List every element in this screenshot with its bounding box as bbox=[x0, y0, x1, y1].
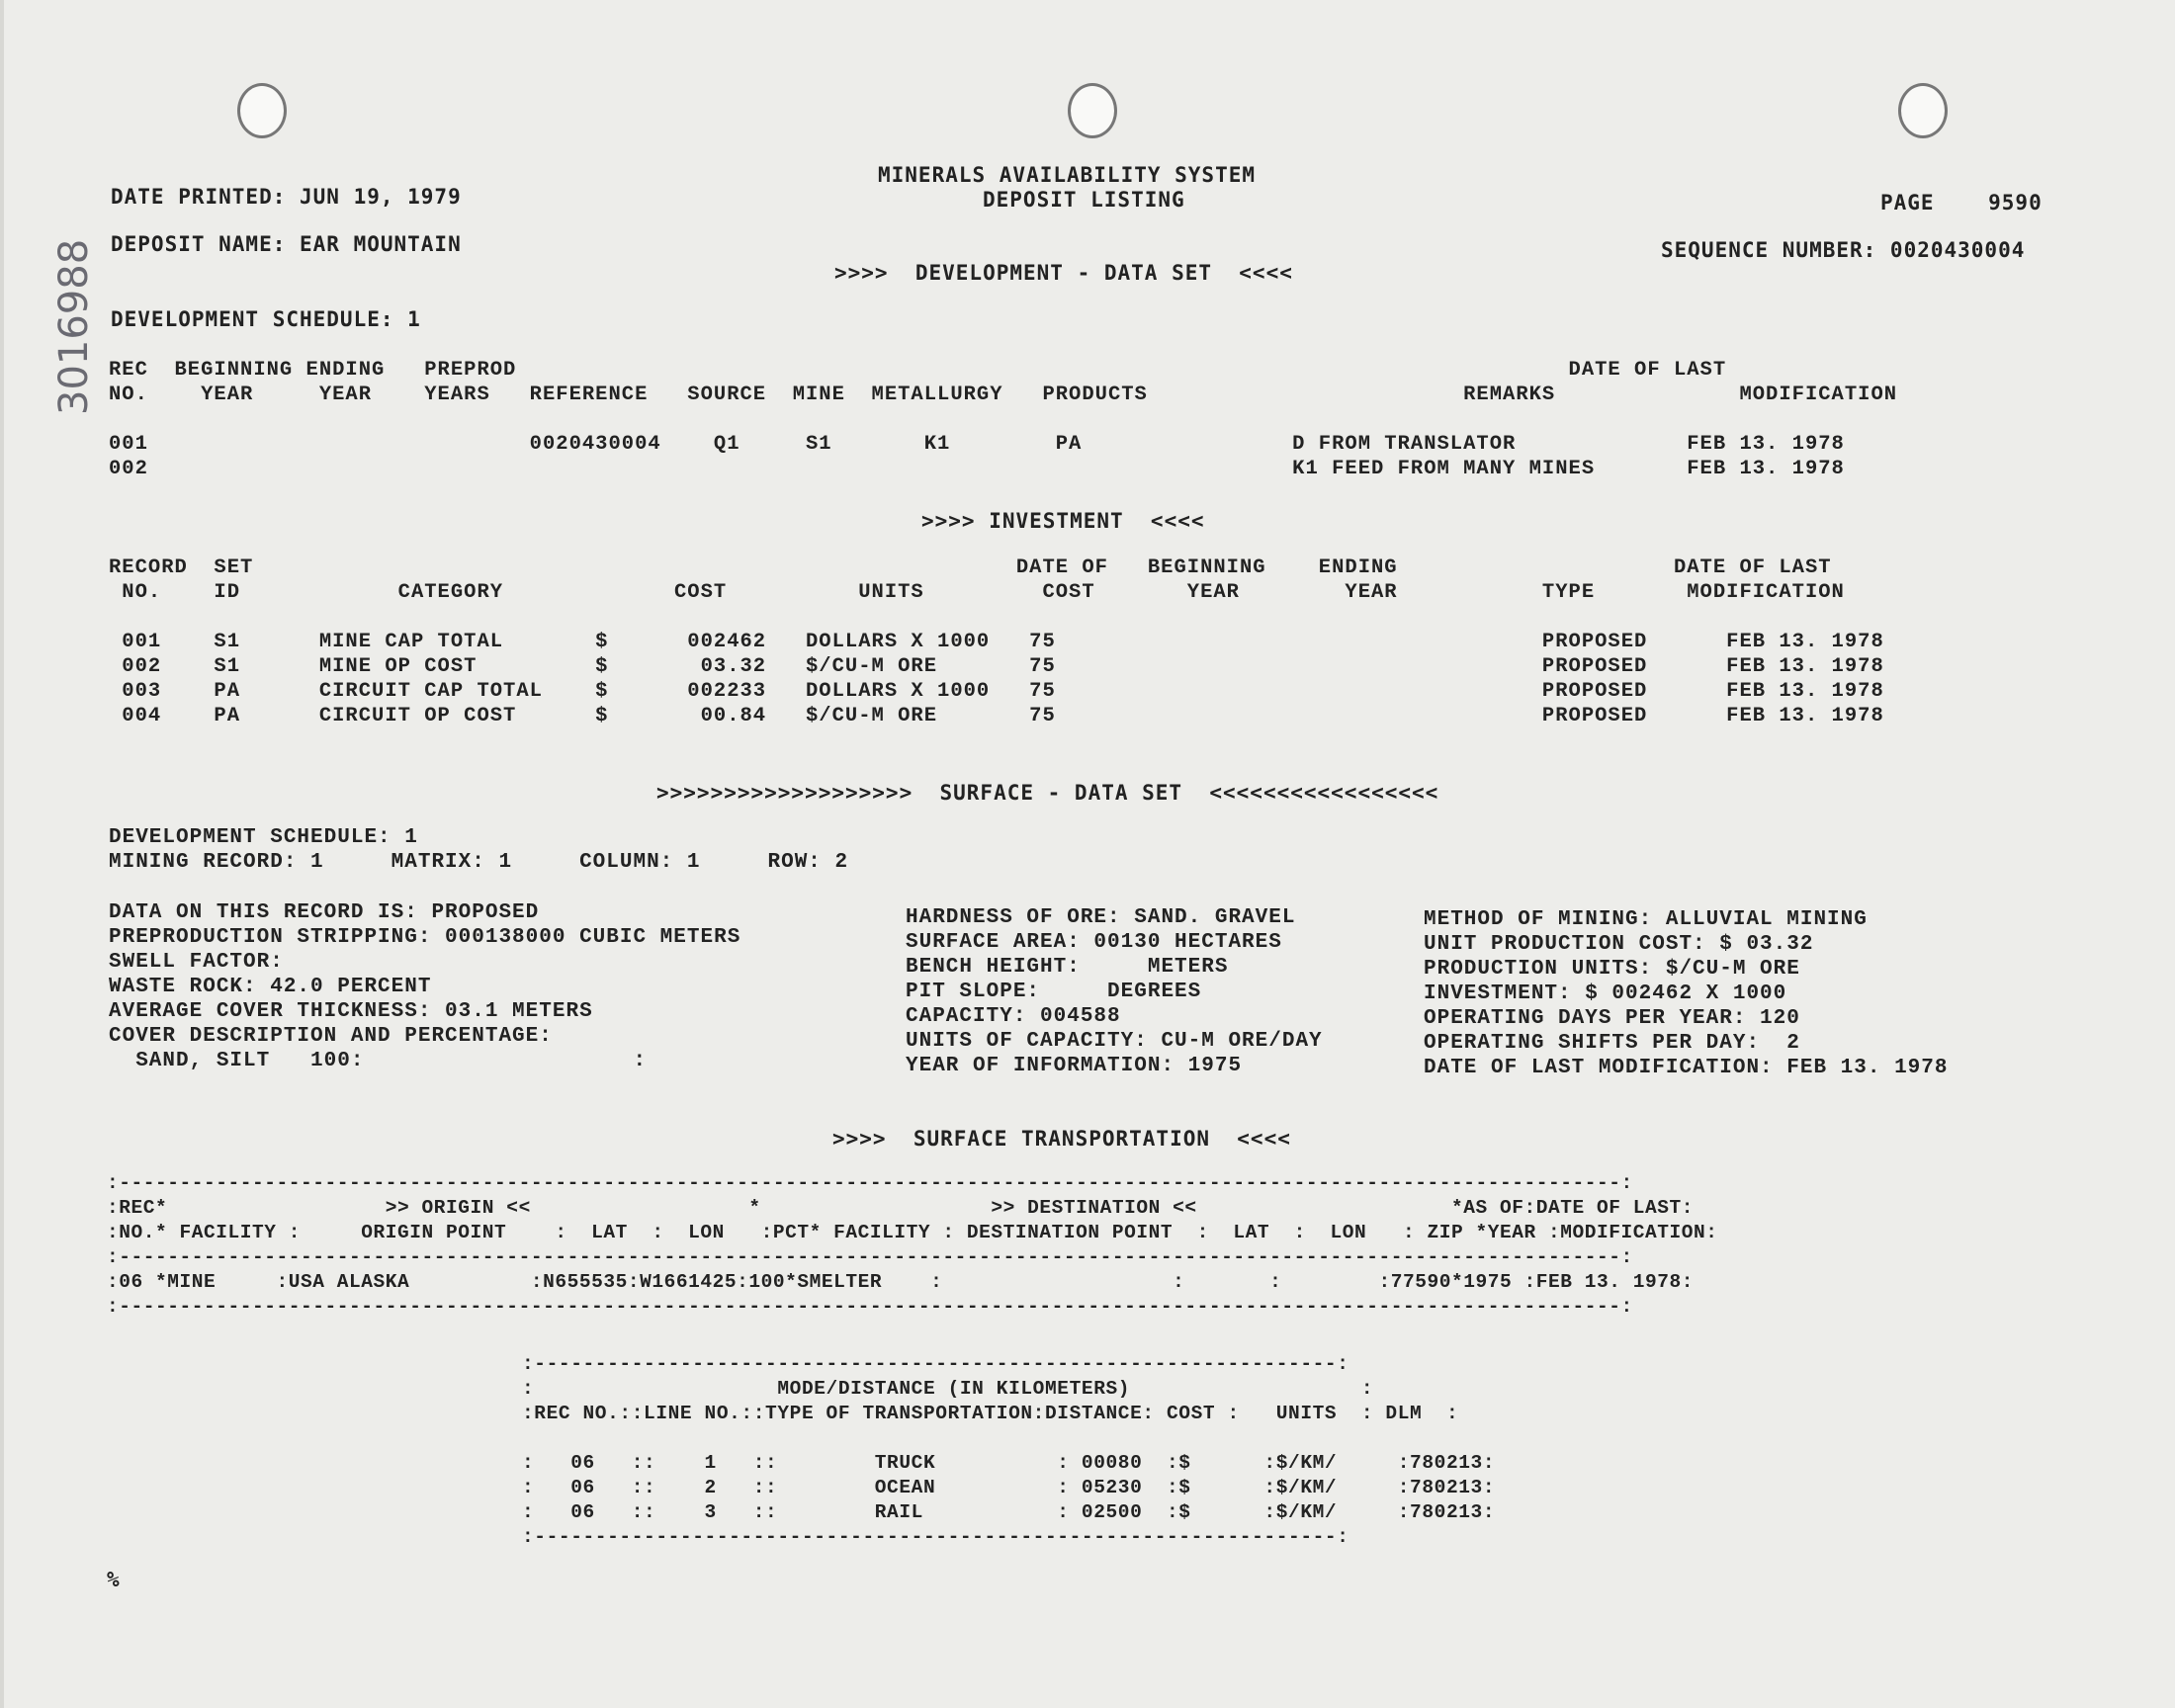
listing-title: DEPOSIT LISTING bbox=[983, 188, 1185, 212]
page-number: PAGE 9590 bbox=[1880, 191, 2043, 214]
system-title: MINERALS AVAILABILITY SYSTEM bbox=[878, 163, 1257, 187]
investment-table: RECORD SET DATE OF BEGINNING ENDING DATE OF LAST NO. ID CATEGORY COST UNITS COST YEAR YEAR TYPE MODIFICATION 001 S1 MINE CAP TOTAL $ 002462 DOLLARS X 1000 75 PROPOSED FEB 13. 1978 002 S1 MINE OP COST $ 03.32 $/CU-M ORE 75 PROPOSED FEB 13. 1978 003 PA CIRCUIT CAP TOTAL $ 002233 DOLLARS X 1000 75 PROPOSED FEB 13. 1978 004 PA CIRCUIT OP COST $ 00.84 $/CU-M ORE 75 PROPOSED FEB 13. 1978 bbox=[109, 556, 1884, 727]
date-printed: DATE PRINTED: JUN 19, 1979 bbox=[111, 185, 462, 209]
deposit-name: DEPOSIT NAME: EAR MOUNTAIN bbox=[111, 232, 462, 256]
surface-schedule: DEVELOPMENT SCHEDULE: 1 MINING RECORD: 1 MATRIX: 1 COLUMN: 1 ROW: 2 bbox=[109, 826, 849, 874]
bates-stamp: 3016988 bbox=[51, 238, 97, 415]
investment-section-title: >>>> INVESTMENT <<<< bbox=[921, 509, 1205, 533]
mode-distance-table: :------------------------------------------------------------------: : MODE/DISTANCE (IN KILOMETERS) : :REC NO.::LINE NO.::TYPE OF TRANSPORTATION:DISTANCE: COST : UNITS : DLM : : 06 :: 1 :: TRUCK : 00080 :$ :$/KM/ :780213: : 06 :: 2 :: OCEAN : 05230 :$ :$/KM/ :780213: : 06 :: 3 :: RAIL : 02500 :$ :$/KM/ :780213: :------------------------------------------------------------------: bbox=[522, 1353, 1496, 1548]
punch-hole-left bbox=[237, 83, 287, 138]
surface-details-middle: HARDNESS OF ORE: SAND. GRAVEL SURFACE AREA: 00130 HECTARES BENCH HEIGHT: METERS PIT SLOPE: DEGREES CAPACITY: 004588 UNITS OF CAPACITY: CU-M ORE/DAY YEAR OF INFORMATION: 1975 bbox=[906, 906, 1323, 1077]
punch-hole-center bbox=[1068, 83, 1117, 138]
development-schedule: DEVELOPMENT SCHEDULE: 1 bbox=[111, 307, 421, 331]
surface-details-right: METHOD OF MINING: ALLUVIAL MINING UNIT PRODUCTION COST: $ 03.32 PRODUCTION UNITS: $/CU-M ORE INVESTMENT: $ 002462 X 1000 OPERATING DAYS PER YEAR: 120 OPERATING SHIFTS PER DAY: 2 DATE OF LAST MODIFICATION: FEB 13. 1978 bbox=[1424, 908, 1949, 1079]
footer-mark: % bbox=[107, 1568, 121, 1591]
transportation-section-title: >>>> SURFACE TRANSPORTATION <<<< bbox=[832, 1127, 1291, 1151]
development-table: REC BEGINNING ENDING PREPROD DATE OF LAST NO. YEAR YEAR YEARS REFERENCE SOURCE MINE METALLURGY PRODUCTS REMARKS MODIFICATION 001 0020430004 Q1 S1 K1 PA D FROM TRANSLATOR FEB 13. 1978 002 K1 FEED FROM MANY MINES FEB 13. 1978 bbox=[109, 359, 1898, 480]
surface-details-left: DATA ON THIS RECORD IS: PROPOSED PREPRODUCTION STRIPPING: 000138000 CUBIC METERS SWELL FACTOR: WASTE ROCK: 42.0 PERCENT AVERAGE COVER THICKNESS: 03.1 METERS COVER DESCRIPTION AND PERCENTAGE: SAND, SILT 100: : bbox=[109, 901, 741, 1072]
sequence-number: SEQUENCE NUMBER: 0020430004 bbox=[1661, 238, 2026, 262]
development-section-title: >>>> DEVELOPMENT - DATA SET <<<< bbox=[834, 261, 1293, 285]
punch-hole-right bbox=[1898, 83, 1948, 138]
surface-section-title: >>>>>>>>>>>>>>>>>>> SURFACE - DATA SET <<<<<<<<<<<<<<<<< bbox=[656, 781, 1439, 805]
transportation-table: :----------------------------------------------------------------------------------------------------------------------------: :REC* >> ORIGIN << * >> DESTINATION << *AS OF:DATE OF LAST: :NO.* FACILITY : ORIGIN POINT : LAT : LON :PCT* FACILITY : DESTINATION POINT : LAT : LON : ZIP *YEAR :MODIFICATION: :----------------------------------------------------------------------------------------------------------------------------: :06 *MINE :USA ALASKA :N655535:W1661425:100*SMELTER : : : :77590*1975 :FEB 13. 1978: :----------------------------------------------------------------------------------------------------------------------------: bbox=[107, 1172, 1718, 1318]
